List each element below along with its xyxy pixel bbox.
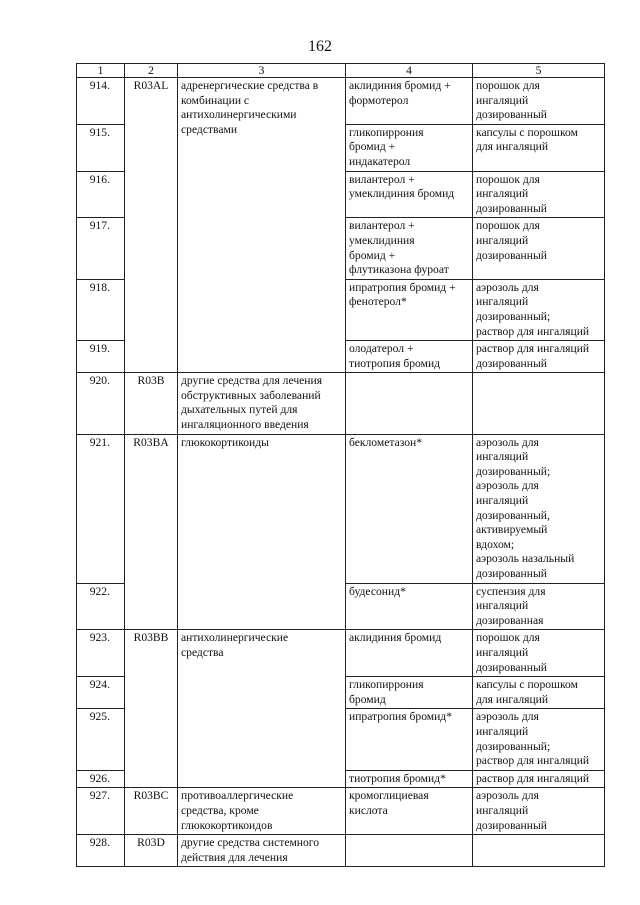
row-number: 919. xyxy=(77,341,125,373)
atc-code: R03AL xyxy=(125,78,178,373)
row-number: 916. xyxy=(77,171,125,218)
row-number: 921. xyxy=(77,434,125,583)
group-name: адренергические средства в комбинации с антихолинергическими средствами xyxy=(178,78,346,373)
row-number: 915. xyxy=(77,124,125,171)
drug-name: вилантерол + умеклидиния бромид xyxy=(346,171,473,218)
dosage-form: раствор для ингаляций xyxy=(473,770,605,788)
dosage-form xyxy=(473,835,605,867)
row-number: 923. xyxy=(77,630,125,677)
row-number: 928. xyxy=(77,835,125,867)
table-row xyxy=(77,434,605,583)
dosage-form: порошок для ингаляций дозированный xyxy=(473,78,605,125)
row-number: 918. xyxy=(77,279,125,340)
row-number: 922. xyxy=(77,583,125,630)
atc-code: R03D xyxy=(125,835,178,867)
row-number: 927. xyxy=(77,788,125,835)
table-header-row xyxy=(77,64,605,78)
medicines-table xyxy=(76,63,605,867)
drug-name xyxy=(346,835,473,867)
drug-name: кромоглициевая кислота xyxy=(346,788,473,835)
dosage-form: аэрозоль для ингаляций дозированный; раствор для ингаляций xyxy=(473,279,605,340)
dosage-form xyxy=(473,373,605,434)
drug-name: гликопиррония бромид + индакатерол xyxy=(346,124,473,171)
dosage-form: суспензия для ингаляций дозированная xyxy=(473,583,605,630)
dosage-form: раствор для ингаляций дозированный xyxy=(473,341,605,373)
drug-name: олодатерол + тиотропия бромид xyxy=(346,341,473,373)
table-row xyxy=(77,78,605,125)
drug-name: гликопиррония бромид xyxy=(346,677,473,709)
dosage-form: капсулы с порошком для ингаляций xyxy=(473,124,605,171)
atc-code: R03BB xyxy=(125,630,178,788)
atc-code: R03B xyxy=(125,373,178,434)
table-row xyxy=(77,630,605,677)
dosage-form: капсулы с порошком для ингаляций xyxy=(473,677,605,709)
group-name: антихолинергические средства xyxy=(178,630,346,788)
header-cell: 2 xyxy=(125,64,178,78)
page-number: 162 xyxy=(308,38,332,55)
table-row xyxy=(77,373,605,434)
group-name: другие средства для лечения обструктивных заболеваний дыхательных путей для ингаляционного введения xyxy=(178,373,346,434)
header-cell: 3 xyxy=(178,64,346,78)
drug-name: аклидиния бромид xyxy=(346,630,473,677)
drug-name: аклидиния бромид + формотерол xyxy=(346,78,473,125)
header-cell: 4 xyxy=(346,64,473,78)
atc-code: R03BC xyxy=(125,788,178,835)
atc-code: R03BA xyxy=(125,434,178,630)
header-cell: 5 xyxy=(473,64,605,78)
drug-name: ипратропия бромид* xyxy=(346,709,473,770)
dosage-form: порошок для ингаляций дозированный xyxy=(473,218,605,279)
drug-name xyxy=(346,373,473,434)
row-number: 920. xyxy=(77,373,125,434)
row-number: 924. xyxy=(77,677,125,709)
header-cell: 1 xyxy=(77,64,125,78)
dosage-form: порошок для ингаляций дозированный xyxy=(473,171,605,218)
group-name: глюкокортикоиды xyxy=(178,434,346,630)
row-number: 914. xyxy=(77,78,125,125)
table-row xyxy=(77,835,605,867)
dosage-form: аэрозоль для ингаляций дозированный xyxy=(473,788,605,835)
row-number: 917. xyxy=(77,218,125,279)
dosage-form: аэрозоль для ингаляций дозированный; аэрозоль для ингаляций дозированный, активируемый вдохом; аэрозоль назальный дозированный xyxy=(473,434,605,583)
drug-name: ипратропия бромид + фенотерол* xyxy=(346,279,473,340)
row-number: 925. xyxy=(77,709,125,770)
drug-name: беклометазон* xyxy=(346,434,473,583)
dosage-form: порошок для ингаляций дозированный xyxy=(473,630,605,677)
drug-name: вилантерол + умеклидиния бромид + флутиказона фуроат xyxy=(346,218,473,279)
group-name: противоаллергические средства, кроме глюкокортикоидов xyxy=(178,788,346,835)
group-name: другие средства системного действия для лечения xyxy=(178,835,346,867)
table-row xyxy=(77,788,605,835)
row-number: 926. xyxy=(77,770,125,788)
drug-name: будесонид* xyxy=(346,583,473,630)
drug-name: тиотропия бромид* xyxy=(346,770,473,788)
dosage-form: аэрозоль для ингаляций дозированный; раствор для ингаляций xyxy=(473,709,605,770)
